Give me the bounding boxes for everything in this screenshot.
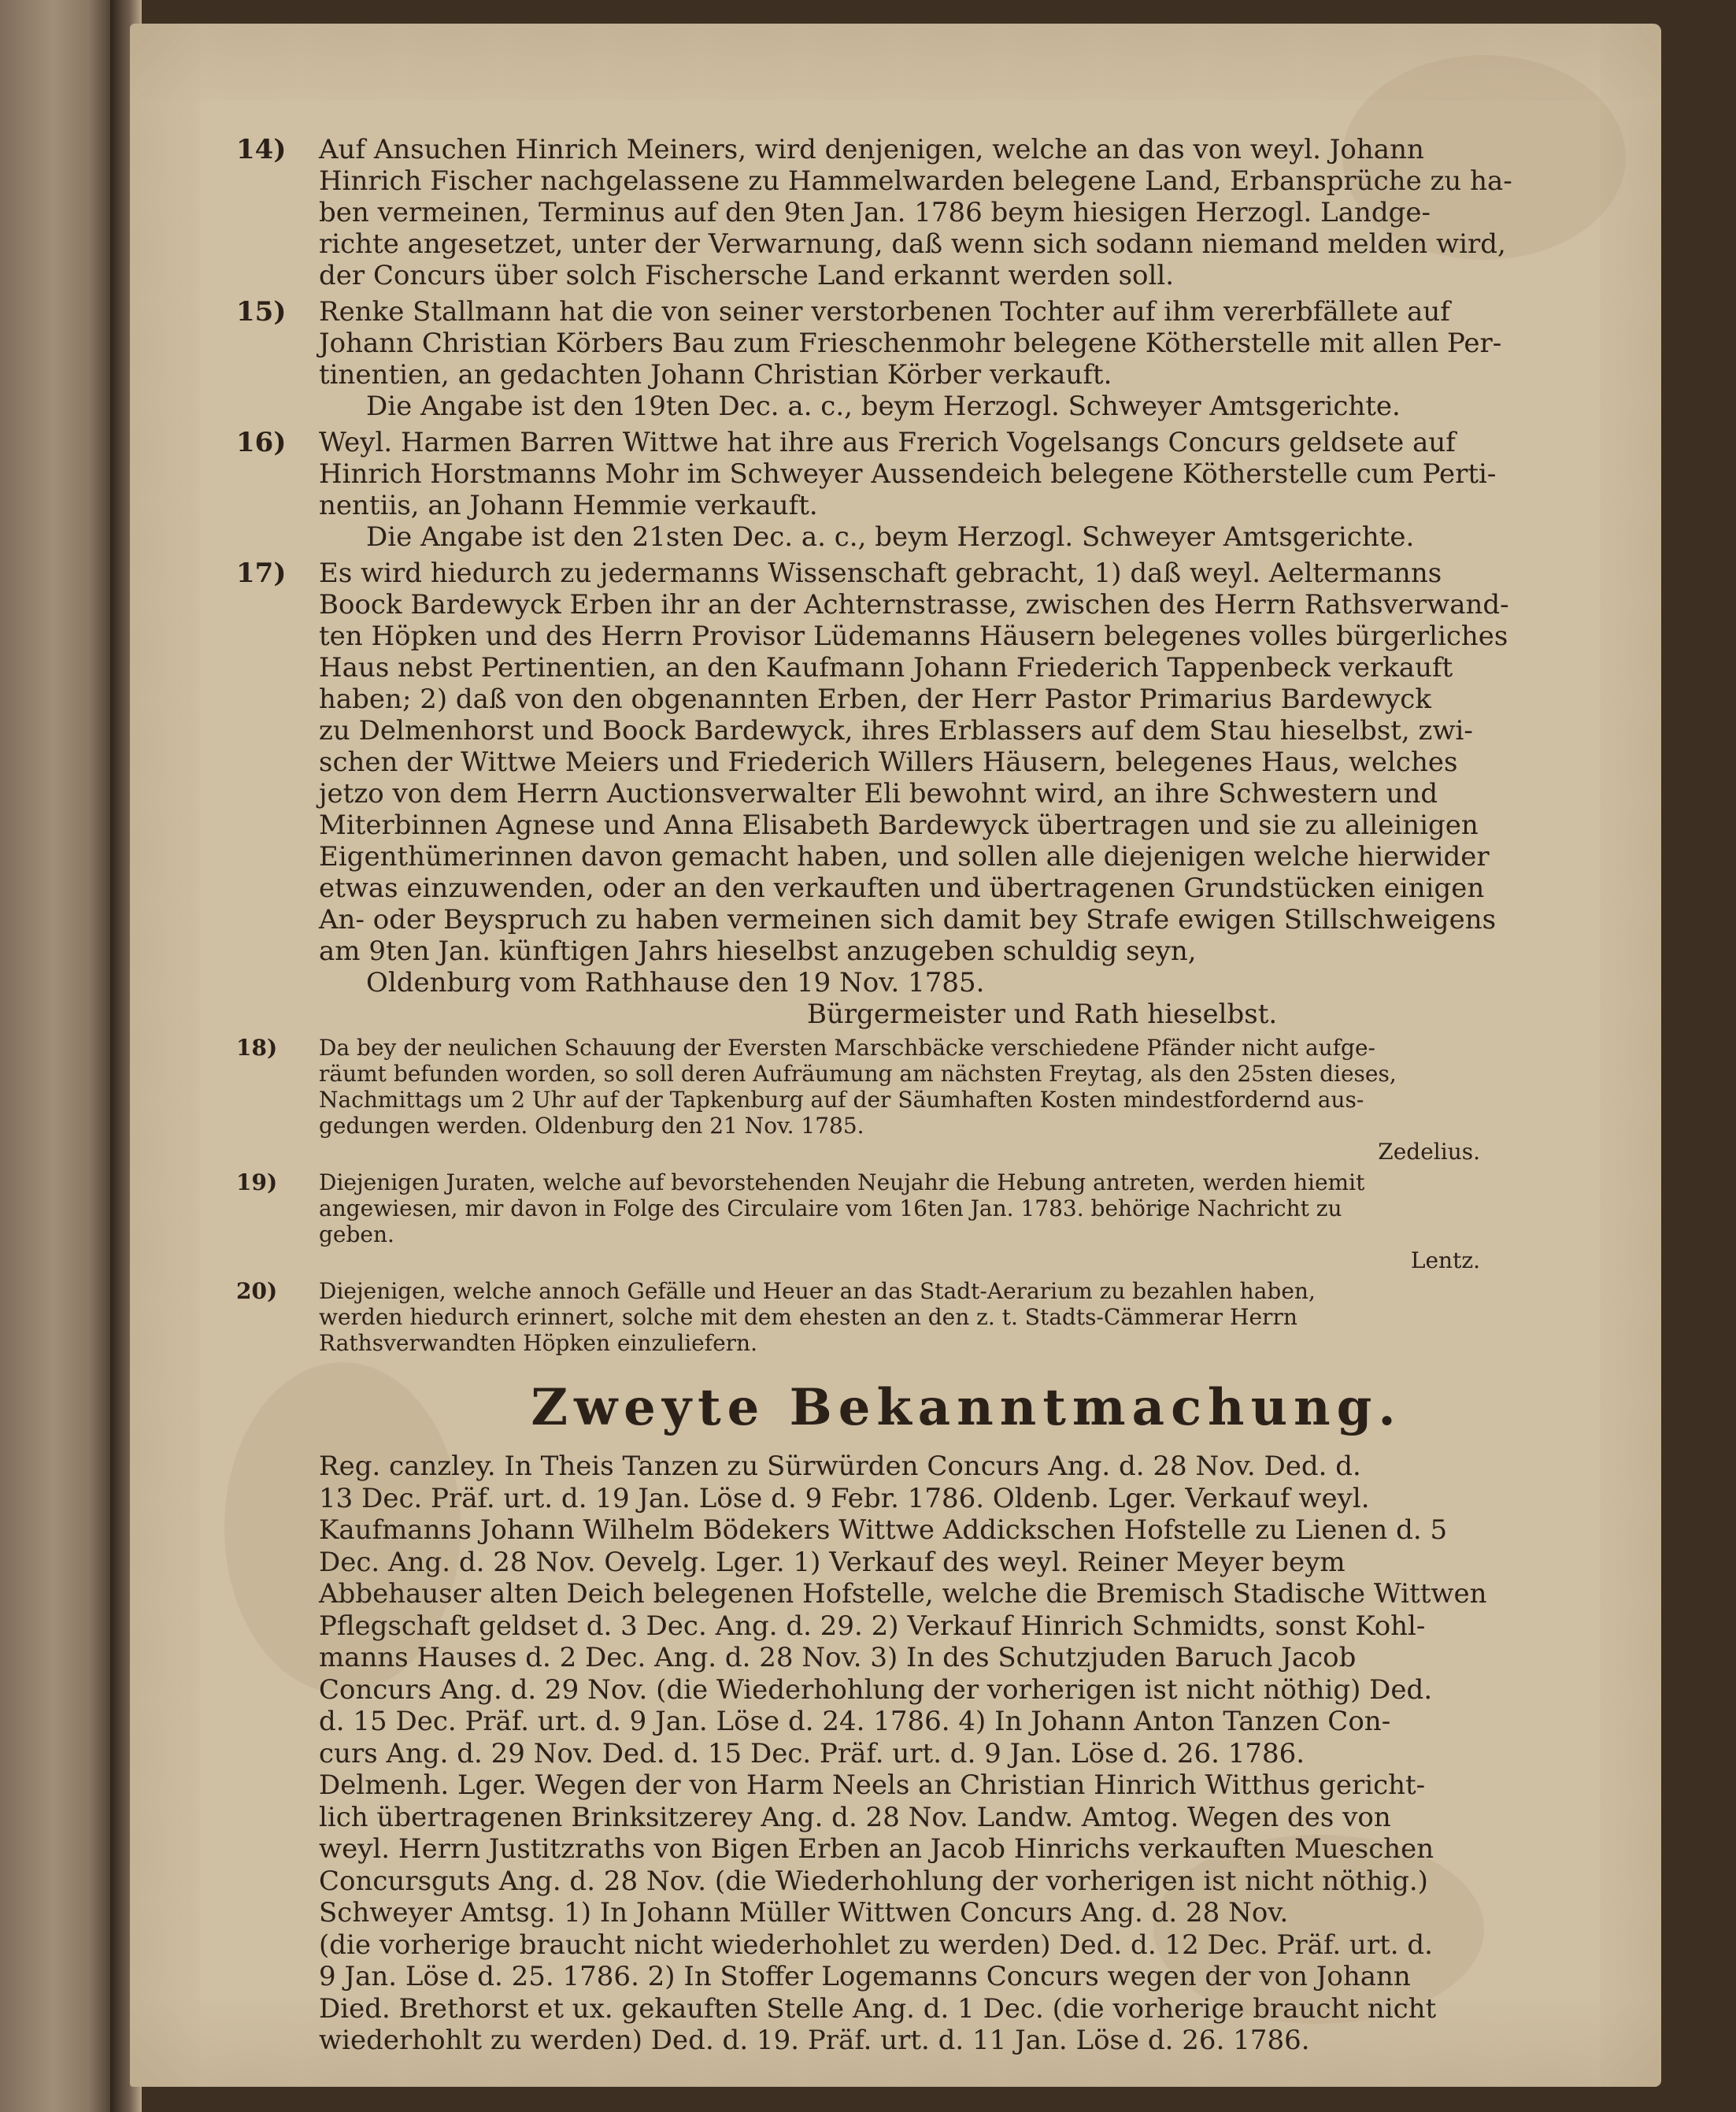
entry-line: Johann Christian Körbers Bau zum Frieschenmohr belegene Kötherstelle mit allen Per- (319, 328, 1502, 359)
entry-line: schen der Wittwe Meiers und Friederich Willers Häusern, belegenes Haus, welches (319, 747, 1458, 778)
entry-line: am 9ten Jan. künftigen Jahrs hieselbst anzugeben schuldig seyn, (319, 936, 1197, 967)
entry-number: 17) (236, 558, 287, 589)
entry-line: Rathsverwandten Höpken einzuliefern. (319, 1330, 757, 1356)
entry-number: 15) (236, 296, 287, 328)
section2-line: Kaufmanns Johann Wilhelm Bödekers Wittwe Addickschen Hofstelle zu Lienen d. 5 (319, 1514, 1448, 1546)
entry-place-date: Oldenburg vom Rathhause den 19 Nov. 1785. (366, 967, 985, 999)
entry-line: Es wird hiedurch zu jedermanns Wissenschaft gebracht, 1) daß weyl. Aeltermanns (319, 558, 1442, 589)
notice-entry (236, 1169, 1614, 1273)
entry-line: werden hiedurch erinnert, solche mit dem ehesten an den z. t. Stadts-Cämmerar Herrn (319, 1304, 1297, 1330)
entry-line: Eigenthümerinnen davon gemacht haben, und sollen alle diejenigen welche hierwider (319, 841, 1490, 873)
entry-court-note: Die Angabe ist den 19ten Dec. a. c., beym Herzogl. Schweyer Amtsgerichte. (366, 391, 1401, 422)
section2-line: wiederhohlt zu werden) Ded. d. 19. Präf. urt. d. 11 Jan. Löse d. 26. 1786. (319, 2025, 1310, 2056)
entry-line: Nachmittags um 2 Uhr auf der Tapkenburg auf der Säumhaften Kosten mindestfordernd aus- (319, 1087, 1364, 1113)
section2-line: manns Hauses d. 2 Dec. Ang. d. 28 Nov. 3) In des Schutzjuden Baruch Jacob (319, 1642, 1357, 1673)
entry-number: 14) (236, 134, 287, 165)
entry-line: Miterbinnen Agnese und Anna Elisabeth Bardewyck übertragen und sie zu alleinigen (319, 810, 1479, 841)
section2-line: Delmenh. Lger. Wegen der von Harm Neels an Christian Hinrich Witthus gericht- (319, 1769, 1426, 1801)
entry-line: angewiesen, mir davon in Folge des Circulaire vom 16ten Jan. 1783. behörige Nachricht zu (319, 1195, 1342, 1221)
entry-signature: Lentz. (1410, 1247, 1480, 1273)
entry-line: Auf Ansuchen Hinrich Meiners, wird denjenigen, welche an das von weyl. Johann (319, 134, 1424, 165)
notice-entry (236, 134, 1614, 291)
entry-line: Diejenigen, welche annoch Gefälle und Heuer an das Stadt-Aerarium zu bezahlen haben, (319, 1278, 1316, 1304)
entry-signature: Bürgermeister und Rath hieselbst. (807, 999, 1278, 1030)
section2-line: d. 15 Dec. Präf. urt. d. 9 Jan. Löse d. 24. 1786. 4) In Johann Anton Tanzen Con- (319, 1706, 1391, 1737)
entry-line: Hinrich Fischer nachgelassene zu Hammelwarden belegene Land, Erbansprüche zu ha- (319, 165, 1512, 197)
entry-line: der Concurs über solch Fischersche Land erkannt werden soll. (319, 260, 1175, 291)
facing-page-edge (0, 0, 118, 2112)
entry-line: Renke Stallmann hat die von seiner verstorbenen Tochter auf ihm vererbfällete auf (319, 296, 1450, 328)
notice-entry (236, 558, 1614, 1030)
notice-entry (236, 296, 1614, 422)
section2-line: Concursguts Ang. d. 28 Nov. (die Wiederhohlung der vorherigen ist nicht nöthig.) (319, 1865, 1428, 1897)
section2-line: Concurs Ang. d. 29 Nov. (die Wiederhohlung der vorherigen ist nicht nöthig) Ded. (319, 1673, 1433, 1706)
section-heading: Zweyte Bekanntmachung. (531, 1378, 1402, 1437)
entry-line: tinentien, an gedachten Johann Christian Körber verkauft. (319, 359, 1112, 391)
entry-line: Da bey der neulichen Schauung der Eversten Marschbäcke verschiedene Pfänder nicht aufge- (319, 1035, 1375, 1061)
entry-line: Haus nebst Pertinentien, an den Kaufmann Johann Friederich Tappenbeck verkauft (319, 652, 1453, 684)
section2-line: 13 Dec. Präf. urt. d. 19 Jan. Löse d. 9 Febr. 1786. Oldenb. Lger. Verkauf weyl. (319, 1482, 1370, 1514)
entry-line: Diejenigen Juraten, welche auf bevorstehenden Neujahr die Hebung antreten, werden hiemit (319, 1169, 1365, 1195)
entry-line: haben; 2) daß von den obgenannten Erben, der Herr Pastor Primarius Bardewyck (319, 684, 1431, 715)
entry-signature: Zedelius. (1378, 1139, 1480, 1165)
entry-number: 16) (236, 427, 287, 458)
entry-number: 18) (236, 1035, 278, 1061)
notice-entry (236, 427, 1614, 553)
entry-line: geben. (319, 1221, 394, 1247)
entry-line: Hinrich Horstmanns Mohr im Schweyer Aussendeich belegene Kötherstelle cum Perti- (319, 458, 1497, 490)
notice-entry (236, 1035, 1614, 1165)
entry-line: zu Delmenhorst und Boock Bardewyck, ihres Erblassers auf dem Stau hieselbst, zwi- (319, 715, 1473, 747)
section2-line: Pflegschaft geldset d. 3 Dec. Ang. d. 29. 2) Verkauf Hinrich Schmidts, sonst Kohl- (319, 1610, 1426, 1642)
section2-line: Died. Brethorst et ux. gekauften Stelle Ang. d. 1 Dec. (die vorherige braucht nicht (319, 1992, 1437, 2025)
section2-text (319, 1451, 1614, 2057)
section2-line: Reg. canzley. In Theis Tanzen zu Sürwürden Concurs Ang. d. 28 Nov. Ded. d. (319, 1451, 1361, 1482)
entry-court-note: Die Angabe ist den 21sten Dec. a. c., beym Herzogl. Schweyer Amtsgerichte. (366, 521, 1415, 553)
section2-line: weyl. Herrn Justitzraths von Bigen Erben an Jacob Hinrichs verkauften Mueschen (319, 1833, 1434, 1865)
notice-entry (236, 1278, 1614, 1356)
entry-line: ten Höpken und des Herrn Provisor Lüdemanns Häusern belegenes volles bürgerliches (319, 621, 1508, 652)
section2-line: lich übertragenen Brinksitzerey Ang. d. 28 Nov. Landw. Amtog. Wegen des von (319, 1801, 1391, 1833)
section2-line: curs Ang. d. 29 Nov. Ded. d. 15 Dec. Präf. urt. d. 9 Jan. Löse d. 26. 1786. (319, 1737, 1305, 1769)
entry-line: ben vermeinen, Terminus auf den 9ten Jan. 1786 beym hiesigen Herzogl. Landge- (319, 197, 1431, 228)
section2-line: 9 Jan. Löse d. 25. 1786. 2) In Stoffer Logemanns Concurs wegen der von Johann (319, 1961, 1411, 1992)
entry-line: gedungen werden. Oldenburg den 21 Nov. 1785. (319, 1113, 864, 1139)
entry-line: nentiis, an Johann Hemmie verkauft. (319, 490, 818, 521)
section2-line: (die vorherige braucht nicht wiederhohlet zu werden) Ded. d. 12 Dec. Präf. urt. d. (319, 1929, 1433, 1961)
section2-line: Abbehauser alten Deich belegenen Hofstelle, welche die Bremisch Stadische Wittwen (319, 1578, 1487, 1610)
entry-line: räumt befunden worden, so soll deren Aufräumung am nächsten Freytag, als den 25sten dieses, (319, 1061, 1397, 1087)
entry-line: Weyl. Harmen Barren Wittwe hat ihre aus Frerich Vogelsangs Concurs geldsete auf (319, 427, 1456, 458)
entry-line: An- oder Beyspruch zu haben vermeinen sich damit bey Strafe ewigen Stillschweigens (319, 904, 1497, 936)
entry-line: richte angesetzet, unter der Verwarnung, daß wenn sich sodann niemand melden wird, (319, 228, 1506, 260)
section2-line: Dec. Ang. d. 28 Nov. Oevelg. Lger. 1) Verkauf des weyl. Reiner Meyer beym (319, 1546, 1345, 1578)
entry-line: etwas einzuwenden, oder an den verkauften und übertragenen Grundstücken einigen (319, 873, 1485, 904)
section2-line: Schweyer Amtsg. 1) In Johann Müller Wittwen Concurs Ang. d. 28 Nov. (319, 1897, 1289, 1929)
entry-number: 20) (236, 1278, 278, 1304)
entry-line: jetzo von dem Herrn Auctionsverwalter Eli bewohnt wird, an ihre Schwestern und (319, 778, 1438, 810)
entry-number: 19) (236, 1169, 278, 1195)
entry-line: Boock Bardewyck Erben ihr an der Achternstrasse, zwischen des Herrn Rathsverwand- (319, 589, 1509, 621)
notice-text (236, 134, 1614, 2057)
